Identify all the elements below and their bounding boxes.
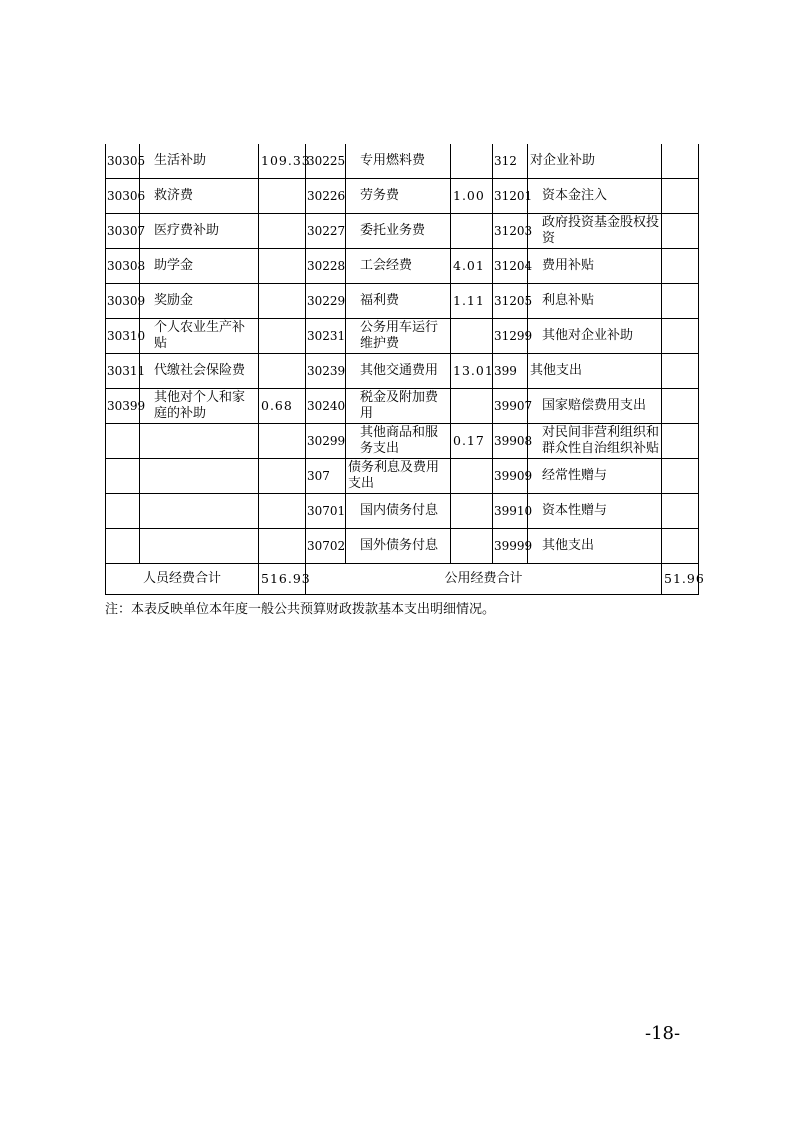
- economic-code: 30239: [306, 353, 346, 388]
- amount: 13.01: [451, 353, 493, 388]
- item-name: 工会经费: [346, 248, 451, 283]
- table-row: [106, 423, 699, 458]
- amount: [451, 388, 493, 423]
- item-name: 公务用车运行维护费: [346, 318, 451, 353]
- economic-code: 399: [493, 353, 528, 388]
- economic-code: 39910: [493, 493, 528, 528]
- item-name: 对企业补助: [528, 144, 662, 178]
- page-number: -18-: [645, 1023, 681, 1044]
- economic-code: 39999: [493, 528, 528, 563]
- table-row: [106, 178, 699, 213]
- economic-code: 31205: [493, 283, 528, 318]
- amount: 1.00: [451, 178, 493, 213]
- item-name: 资本性赠与: [528, 493, 662, 528]
- item-name: 债务利息及费用支出: [346, 458, 451, 493]
- personnel-total-value: 516.93: [259, 563, 306, 594]
- amount: 4.01: [451, 248, 493, 283]
- amount: [662, 458, 699, 493]
- amount: [451, 318, 493, 353]
- economic-code: 30226: [306, 178, 346, 213]
- item-name: 国内债务付息: [346, 493, 451, 528]
- amount: 1.11: [451, 283, 493, 318]
- economic-code: 30299: [306, 423, 346, 458]
- table-row: [106, 283, 699, 318]
- table-row: [106, 318, 699, 353]
- economic-code: [106, 458, 140, 493]
- amount: [259, 528, 306, 563]
- item-name: [140, 458, 259, 493]
- expenditure-detail-table: [105, 144, 705, 595]
- item-name: 资本金注入: [528, 178, 662, 213]
- amount: [259, 493, 306, 528]
- item-name: 生活补助: [140, 144, 259, 178]
- item-name: 其他交通费用: [346, 353, 451, 388]
- amount: [662, 388, 699, 423]
- amount: [451, 213, 493, 248]
- table-row: [106, 528, 699, 563]
- economic-code: 31203: [493, 213, 528, 248]
- amount: [662, 353, 699, 388]
- economic-code: [106, 528, 140, 563]
- item-name: [140, 528, 259, 563]
- table-row: [106, 248, 699, 283]
- public-total-label: 公用经费合计: [306, 563, 662, 594]
- amount: [662, 423, 699, 458]
- item-name: [140, 423, 259, 458]
- amount: [662, 283, 699, 318]
- economic-code: 39909: [493, 458, 528, 493]
- item-name: 税金及附加费用: [346, 388, 451, 423]
- economic-code: 30225: [306, 144, 346, 178]
- economic-code: 30231: [306, 318, 346, 353]
- economic-code: 30305: [106, 144, 140, 178]
- item-name: 医疗费补助: [140, 213, 259, 248]
- amount: [451, 458, 493, 493]
- economic-code: [106, 423, 140, 458]
- amount: [451, 528, 493, 563]
- amount: 109.33: [259, 144, 306, 178]
- amount: [259, 353, 306, 388]
- amount: [259, 213, 306, 248]
- table-footnote: 注：本表反映单位本年度一般公共预算财政拨款基本支出明细情况。: [105, 602, 496, 617]
- table-row: [106, 353, 699, 388]
- amount: [259, 423, 306, 458]
- amount: [259, 458, 306, 493]
- amount: [259, 318, 306, 353]
- item-name: 其他对个人和家庭的补助: [140, 388, 259, 423]
- item-name: 其他支出: [528, 528, 662, 563]
- amount: [662, 318, 699, 353]
- item-name: 个人农业生产补贴: [140, 318, 259, 353]
- economic-code: 30399: [106, 388, 140, 423]
- amount: [662, 178, 699, 213]
- amount: [662, 493, 699, 528]
- item-name: 奖励金: [140, 283, 259, 318]
- item-name: 对民间非营利组织和群众性自治组织补贴: [528, 423, 662, 458]
- totals-row: [106, 563, 699, 594]
- item-name: 利息补贴: [528, 283, 662, 318]
- item-name: 专用燃料费: [346, 144, 451, 178]
- item-name: 代缴社会保险费: [140, 353, 259, 388]
- economic-code: [106, 493, 140, 528]
- item-name: 国家赔偿费用支出: [528, 388, 662, 423]
- item-name: 国外债务付息: [346, 528, 451, 563]
- item-name: 费用补贴: [528, 248, 662, 283]
- economic-code: 31204: [493, 248, 528, 283]
- economic-code: 30227: [306, 213, 346, 248]
- economic-code: 31201: [493, 178, 528, 213]
- economic-code: 312: [493, 144, 528, 178]
- item-name: 政府投资基金股权投资: [528, 213, 662, 248]
- economic-code: 30701: [306, 493, 346, 528]
- economic-code: 30240: [306, 388, 346, 423]
- amount: [662, 528, 699, 563]
- economic-code: 30310: [106, 318, 140, 353]
- economic-code: 30228: [306, 248, 346, 283]
- item-name: 助学金: [140, 248, 259, 283]
- economic-code: 307: [306, 458, 346, 493]
- item-name: 其他对企业补助: [528, 318, 662, 353]
- amount: [259, 178, 306, 213]
- table-row: [106, 458, 699, 493]
- amount: 0.68: [259, 388, 306, 423]
- economic-code: 30308: [106, 248, 140, 283]
- economic-code: 30306: [106, 178, 140, 213]
- amount: [259, 248, 306, 283]
- table-row: [106, 388, 699, 423]
- table-row: [106, 213, 699, 248]
- amount: [451, 493, 493, 528]
- item-name: 其他商品和服务支出: [346, 423, 451, 458]
- table-row: [106, 144, 699, 178]
- economic-code: 30229: [306, 283, 346, 318]
- economic-code: 39907: [493, 388, 528, 423]
- amount: [662, 248, 699, 283]
- item-name: 经常性赠与: [528, 458, 662, 493]
- economic-code: 30311: [106, 353, 140, 388]
- item-name: [140, 493, 259, 528]
- table-row: [106, 493, 699, 528]
- item-name: 劳务费: [346, 178, 451, 213]
- amount: 0.17: [451, 423, 493, 458]
- personnel-total-label: 人员经费合计: [106, 563, 259, 594]
- item-name: 福利费: [346, 283, 451, 318]
- economic-code: 30307: [106, 213, 140, 248]
- item-name: 委托业务费: [346, 213, 451, 248]
- amount: [662, 144, 699, 178]
- item-name: 其他支出: [528, 353, 662, 388]
- economic-code: 39908: [493, 423, 528, 458]
- economic-code: 30702: [306, 528, 346, 563]
- economic-code: 31299: [493, 318, 528, 353]
- amount: [662, 213, 699, 248]
- item-name: 救济费: [140, 178, 259, 213]
- public-total-value: 51.96: [662, 563, 699, 594]
- amount: [451, 144, 493, 178]
- economic-code: 30309: [106, 283, 140, 318]
- amount: [259, 283, 306, 318]
